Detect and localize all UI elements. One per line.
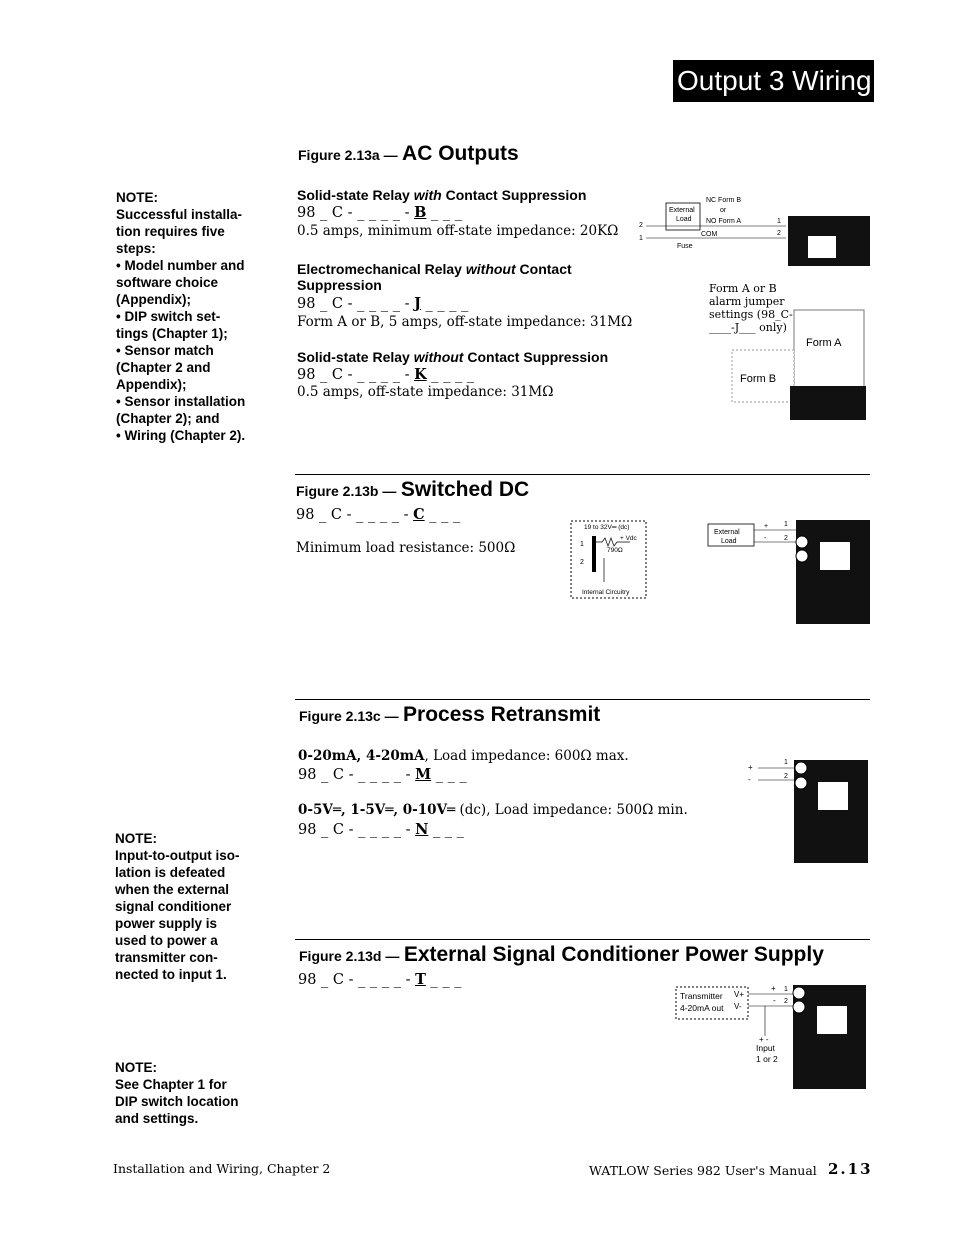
figure-title: External Signal Conditioner Power Supply [403,943,824,966]
label-v-minus: V- [734,1002,742,1011]
subheading-text: Contact Suppression [463,349,609,365]
code-suffix: _ _ _ [428,822,464,838]
code-letter: J [414,295,421,312]
label-load: Load [676,216,692,223]
minus-label: - [748,775,751,784]
controller-back [793,985,866,1089]
range-spec: (dc), Load impedance: 500Ω min. [455,802,688,818]
model-code-k [297,366,474,383]
signal-conditioner-wiring-diagram [675,982,868,1092]
note-line: • Model number and [116,258,245,273]
note-line: used to power a [115,933,218,948]
spec-voltage-range [298,802,688,818]
code-letter: B [414,204,427,221]
note-heading: NOTE: [116,190,158,205]
code-prefix: 98 _ C - _ _ _ _ - [298,972,416,988]
subheading-emphasis: without [465,261,516,277]
model-code-n [298,821,464,838]
subheading-text: Solid-state Relay [297,349,414,365]
page-title: Output 3 Wiring [673,60,874,102]
caption-line: alarm jumper [709,295,785,308]
subheading-emphasis: without [413,349,464,365]
note-line: tings (Chapter 1); [116,326,228,341]
terminal-label-1: 1 [784,986,788,993]
note-line: signal conditioner [115,899,232,914]
label-fuse: Fuse [677,243,693,250]
label-external: External [714,529,740,536]
section-divider [295,939,870,940]
side-label-1: 1 [639,235,643,242]
terminal-label-2: 2 [784,998,788,1005]
code-suffix: _ _ _ [431,767,467,783]
switched-dc-wiring-diagram [706,518,872,626]
terminal-label-1: 1 [784,521,788,528]
terminal-screw-2 [796,550,808,562]
range-values: 0-5V═, 1-5V═, 0-10V═ [298,802,456,818]
spec-description: 0.5 amps, minimum off-state impedance: 20KΩ [297,223,619,239]
note-line: See Chapter 1 for [115,1077,227,1092]
range-spec: , Load impedance: 600Ω max. [424,748,629,764]
ac-output-wiring-diagram [636,190,872,270]
code-letter: T [415,971,426,988]
section-divider [295,474,870,475]
controller-back [794,760,868,863]
label-load: Load [721,538,737,545]
label-com: COM [701,231,718,238]
code-prefix: 98 _ C - _ _ _ _ - [296,507,414,523]
subheading-ssr-without [297,349,608,365]
label-no-form-a: NO Form A [706,218,742,225]
subheading-emphasis: with [413,187,442,203]
side-label-2: 2 [639,222,643,229]
controller-slot [820,542,850,570]
note-heading: NOTE: [115,1060,157,1075]
footer-manual-title: WATLOW Series 982 User's Manual [589,1163,817,1178]
jumper-settings-diagram [728,296,868,424]
figure-label: Figure 2.13c — [299,708,399,724]
terminal-screw-1 [793,987,805,999]
code-suffix: _ _ _ [426,205,462,221]
note-line: tion requires five [116,224,225,239]
terminal-label-2: 2 [777,230,781,237]
vdc-label: + Vdc [620,535,637,542]
figure-heading-b [296,478,529,502]
terminal-screw-2 [793,1001,805,1013]
code-letter: C [413,506,425,523]
minus-label: - [773,996,776,1005]
figure-title: Process Retransmit [403,703,601,726]
code-prefix: 98 _ C - _ _ _ _ - [297,296,415,312]
resistor-label: 790Ω [607,547,623,554]
code-prefix: 98 _ C - _ _ _ _ - [298,822,416,838]
terminal-label-1: 1 [777,218,781,225]
subheading-text: Contact Suppression [441,187,587,203]
label-input: Input [756,1043,775,1053]
note-heading: NOTE: [115,831,157,846]
code-prefix: 98 _ C - _ _ _ _ - [297,205,415,221]
footer-chapter: Installation and Wiring, Chapter 2 [113,1161,331,1176]
terminal-screw-2 [795,777,807,789]
note-line: lation is defeated [115,865,226,880]
range-values: 0-20mA, 4-20mA [298,748,425,764]
controller-slot [808,236,836,258]
plus-label: + [748,763,753,772]
spec-current-range [298,748,629,764]
subheading-text: Solid-state Relay [297,187,414,203]
label-v-plus: V+ [734,990,745,999]
subheading-ssr-with [297,187,586,203]
note-line: (Chapter 2); and [116,411,220,426]
label-form-b: Form B [740,373,777,385]
figure-label: Figure 2.13a — [298,147,398,163]
section-divider [295,699,870,700]
code-suffix: _ _ _ [425,972,462,988]
note-line: Successful installa- [116,207,243,222]
caption-line: Form A or B [709,282,777,295]
spec-description: Form A or B, 5 amps, off-state impedance: 31MΩ [297,314,633,330]
terminal-label-2: 2 [784,773,788,780]
label-or: or [720,207,727,214]
circuit-caption: Internal Circuitry [582,589,630,596]
note-line: software choice [116,275,219,290]
note-line: nected to input 1. [115,967,227,982]
terminal-screw-1 [795,762,807,774]
note-line: (Chapter 2 and [116,360,211,375]
figure-label: Figure 2.13b — [296,483,397,499]
model-code-b [297,204,462,221]
code-letter: N [415,821,429,838]
label-input-selection: 1 or 2 [756,1054,778,1064]
note-dip-switch [115,1059,255,1127]
page-number: 2.13 [828,1160,873,1178]
figure-heading-c [299,703,600,727]
controller-slot [817,1006,847,1034]
note-line: • Sensor installation [116,394,246,409]
code-suffix: _ _ _ [424,507,461,523]
note-line: transmitter con- [115,950,218,965]
model-code-t [298,971,461,988]
plus-label: + [764,523,769,530]
spec-description: Minimum load resistance: 500Ω [296,540,516,556]
figure-label: Figure 2.13d — [299,948,400,964]
label-external: External [669,207,695,214]
note-installation-steps [116,189,256,444]
label-4-20ma-out: 4-20mA out [680,1003,724,1013]
figure-title: AC Outputs [402,142,519,165]
note-line: and settings. [115,1111,199,1126]
note-line: Appendix); [116,377,187,392]
note-line: • Sensor match [116,343,214,358]
note-line: • DIP switch set- [116,309,221,324]
label-nc-form-b: NC Form B [706,197,741,204]
subheading-text: Electromechanical Relay [297,261,466,277]
input-polarity-label: + - [759,1035,769,1044]
minus-label: - [764,535,767,542]
spec-description: 0.5 amps, off-state impedance: 31MΩ [297,384,554,400]
note-line: • Wiring (Chapter 2). [116,428,246,443]
model-code-m [298,766,467,783]
note-line: when the external [115,882,230,897]
model-code-j [297,295,468,312]
note-line: DIP switch location [115,1094,239,1109]
terminal-label-2: 2 [784,535,788,542]
pin-label-2: 2 [580,559,584,566]
note-line: Input-to-output iso- [115,848,240,863]
note-isolation [115,830,255,983]
caption-line: ____-J___ only) [709,321,787,334]
figure-heading-d [299,943,824,967]
model-code-c [296,506,460,523]
jumper-board [794,310,864,390]
label-transmitter: Transmitter [680,991,723,1001]
transistor [592,536,596,572]
caption-line: settings (98_C- [709,308,793,321]
code-suffix: _ _ _ _ [426,367,475,383]
note-line: (Appendix); [116,292,191,307]
figure-title: Switched DC [400,478,530,501]
controller-slot [818,782,848,810]
terminal-label-1: 1 [784,759,788,766]
note-line: steps: [116,241,156,256]
figure-heading-a [298,142,519,166]
controller-back [796,520,870,624]
subheading-text: Contact Suppression [297,261,572,293]
terminal-screw-1 [796,536,808,548]
internal-circuitry-diagram [570,520,648,600]
note-line: power supply is [115,916,218,931]
plus-label: + [771,984,776,993]
code-suffix: _ _ _ _ [420,296,469,312]
code-prefix: 98 _ C - _ _ _ _ - [298,767,416,783]
code-letter: M [415,766,432,783]
code-letter: K [414,366,427,383]
label-form-a: Form A [806,337,842,349]
process-retransmit-wiring-diagram [744,756,870,864]
subheading-emr-without [297,261,617,293]
pin-label-1: 1 [580,541,584,548]
controller-bezel [790,386,866,420]
supply-label: 19 to 32V═ (dc) [584,524,630,531]
code-prefix: 98 _ C - _ _ _ _ - [297,367,415,383]
